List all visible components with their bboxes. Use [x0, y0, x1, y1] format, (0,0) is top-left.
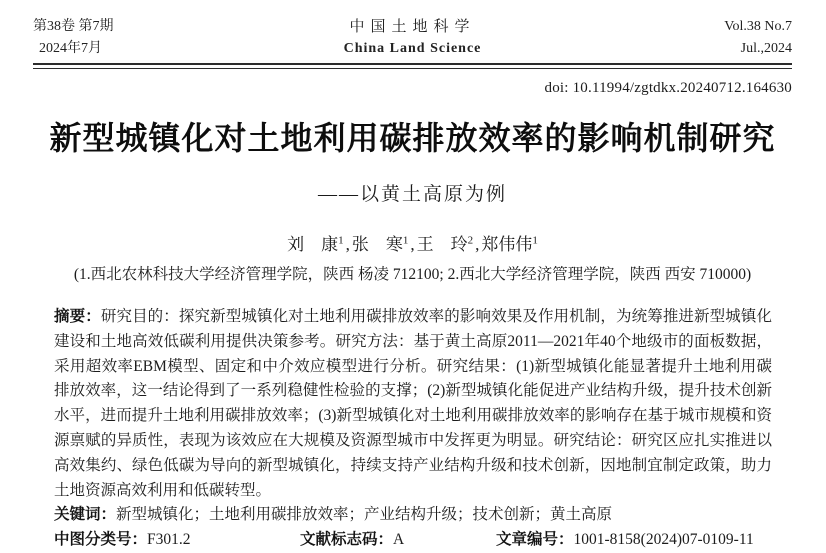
- classification-row: [54, 528, 772, 553]
- journal-title-en: China Land Science: [343, 41, 482, 56]
- issue-date-cn: 2024年7月: [39, 41, 102, 56]
- author-byline: [33, 230, 792, 255]
- journal-header: [33, 16, 792, 60]
- abstract-label: 摘要：: [54, 308, 101, 325]
- keywords-text: 新型城镇化；土地利用碳排放效率；产业结构升级；技术创新；黄土高原: [116, 506, 613, 524]
- abstract-seg-label: 研究结果：: [436, 357, 517, 375]
- article-subtitle: ——以黄土高原为例: [317, 184, 507, 205]
- article-id-label: 文章编号：: [496, 531, 574, 549]
- doc-code-value: A: [393, 531, 405, 549]
- article-id-value: 1001-8158(2024)07-0109-11: [573, 531, 754, 549]
- author-name: 郑伟伟$^1$: [481, 234, 538, 254]
- author-affil-sup: 1: [402, 234, 409, 247]
- article-title: 新型城镇化对土地利用碳排放效率的影响机制研究: [49, 120, 776, 156]
- journal-title-block: [173, 16, 652, 60]
- abstract-seg-label: 研究方法：: [335, 332, 414, 350]
- abstract-seg-label: 研究目的：: [100, 308, 179, 325]
- keywords-line: [54, 503, 772, 528]
- author-separator: ,: [475, 235, 480, 254]
- abstract-seg-text: 探究新型城镇化对土地利用碳排放效率的影响效果及作用机制，为统筹推进新型城镇化建设和土地高效低碳利用提供决策参考。: [54, 308, 772, 350]
- issue-date-en: Jul.,2024: [740, 41, 792, 56]
- doc-code-label: 文献标志码：: [300, 531, 394, 549]
- author-name: 刘 康$^1$: [287, 234, 344, 254]
- volume-issue-cn: 第38卷 第7期: [33, 19, 114, 34]
- abstract-seg-text: 研究区应扎实推进以高效集约、绿色低碳为导向的新型城镇化，持续支持产业结构升级和技术创新，因地制宜制定政策，助力土地资源高效利用和低碳转型。: [54, 431, 772, 499]
- doi-line: doi: 10.11994/zgtdkx.20240712.164630: [544, 80, 792, 96]
- clc-value: F301.2: [147, 531, 191, 549]
- abstract-block: [54, 305, 772, 553]
- author-affil-sup: 1: [338, 234, 344, 247]
- abstract-seg-text: 基于黄土高原2011—2021年40个地级市的面板数据，采用超效率EBM模型、固定和中介效应模型进行分析。: [54, 332, 772, 375]
- header-volume-issue: [33, 16, 173, 60]
- affiliation-line: (1.西北农林科技大学经济管理学院，陕西 杨凌 712100; 2.西北大学经济管理学院，陕西 西安 710000): [73, 266, 752, 283]
- author-name: 王 玲$^2$: [416, 234, 474, 254]
- abstract-paragraph: [54, 305, 772, 503]
- article-id: [496, 528, 772, 553]
- journal-title-cn: 中国土地科学: [349, 19, 476, 35]
- clc-number: [54, 528, 300, 553]
- document-code: [300, 528, 496, 553]
- author-name: 张 寒$^1$: [351, 234, 409, 254]
- keywords-label: 关键词：: [54, 506, 117, 524]
- abstract-seg-label: 研究结论：: [553, 431, 632, 449]
- clc-label: 中图分类号：: [54, 531, 148, 549]
- author-affil-sup: 1: [532, 234, 538, 247]
- abstract-seg-text: (1)新型城镇化能显著提升土地利用碳排放效率，这一结论得到了一系列稳健性检验的支撑；(2)新型城镇化能促进产业结构升级，提升技术创新水平，进而提升土地利用碳排放效率；(3)新型城镇化对土地利用碳排放效率的影响存在基于城市规模和资源禀赋的异质性，表现为该效应在大规模及资源型城市中发挥更为明显。: [54, 357, 772, 449]
- header-volume-issue-en: [652, 16, 792, 60]
- volume-issue-en: Vol.38 No.7: [724, 19, 792, 34]
- author-separator: ,: [345, 235, 350, 254]
- author-affil-sup: 2: [467, 234, 474, 247]
- author-separator: ,: [410, 235, 415, 254]
- header-double-rule: [33, 63, 792, 69]
